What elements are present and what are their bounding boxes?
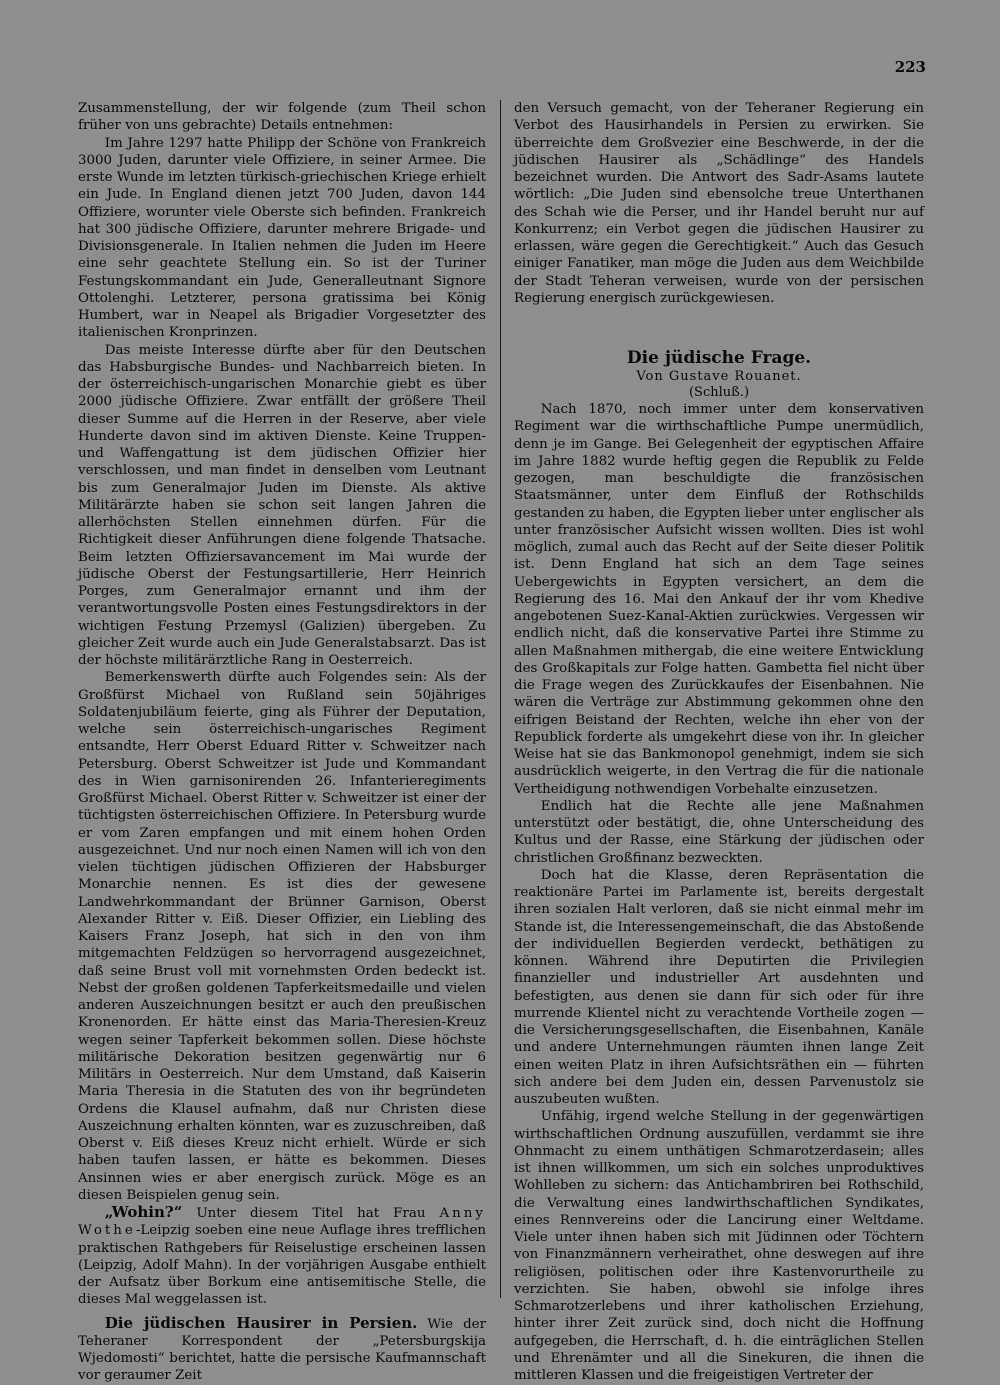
left-paragraph-1: Zusammenstellung, der wir folgende (zum Theil schon früher von uns gebrachte) Details entnehmen: <box>78 101 486 134</box>
left-paragraph-wohin <box>78 1204 486 1309</box>
right-column <box>514 100 924 1384</box>
page-number: 223 <box>894 58 926 76</box>
wohin-intro: Unter diesem Titel hat Frau <box>182 1206 440 1221</box>
hausirer-body: Wie der Teheraner Korrespondent der „Petersburgskija Wjedomosti“ berichtet, hatte die persische Kaufmannschaft vor geraumer Zeit <box>78 1316 486 1384</box>
right-paragraph-1: den Versuch gemacht, von der Teheraner Regierung ein Verbot des Hausirhandels in Persien zu erwirken. Sie überreichte dem Großvezier eine Beschwerde, in der die jüdischen Hausirer als „Schädlinge“ des Handels bezeichnet wurden. Die Antwort des Sadr-Asams lautete wörtlich: „Die Juden sind ebensolche treue Unterthanen des Schah wie die Perser, und ihr Handel beruht nur auf Konkurrenz; ein Verbot gegen die jüdischen Hausirer zu erlassen, wäre gegen die Gerechtigkeit.“ Auch das Gesuch einiger Fanatiker, man möge die Juden aus dem Weichbilde der Stadt Teheran verweisen, wurde von der persischen Regierung energisch zurückgewiesen. <box>514 101 924 306</box>
right-paragraph-4: Doch hat die Klasse, deren Repräsentation die reaktionäre Partei im Parlamente ist, bereits dergestalt ihren sozialen Halt verloren, daß sie nicht einmal mehr im Stande ist, die Interessengemeinschaft, die das Abstoßende der individuellen Begierden verdeckt, bethätigen zu können. Während ihre Deputirten die Privilegien finanzieller und industrieller Art ausdehnten und befestigten, aus denen sie dann für sich oder für ihre murrende Klientel nicht zu verachtende Vortheile zogen — die Versicherungsgesellschaften, die Eisenbahnen, Kanäle und andere Unternehmungen räumten ihnen lange Zeit einen weiten Platz in ihren Aufsichtsräthen ein — führten sich andere bei dem Juden ein, dessen Parvenustolz sie auszubeuten wußten. <box>514 867 924 1107</box>
wohin-body: -Leipzig soeben eine neue Auflage ihres trefflichen praktischen Rathgebers für Reiselustige erscheinen lassen (Leipzig, Adolf Mahn). In der vorjährigen Ausgabe enthielt der Aufsatz über Borkum eine antisemitische Stelle, die dieses Mal weggelassen ist. <box>78 1223 486 1308</box>
article-heading: Die jüdische Frage. <box>626 348 812 368</box>
column-divider <box>500 100 501 1298</box>
article-byline: Von Gustave Rouanet. <box>636 369 802 384</box>
article-continuation-note: (Schluß.) <box>688 385 750 400</box>
left-paragraph-3: Das meiste Interesse dürfte aber für den Deutschen das Habsburgische Bundes- und Nachbarreich bieten. In der österreichisch-ungarischen Monarchie giebt es über 2000 jüdische Offiziere. Zwar entfällt der größere Theil dieser Summe auf die Herren in der Reserve, aber viele Hunderte davon sind im aktiven Dienste. Keine Truppen- und Waffengattung ist dem jüdischen Offizier hier verschlossen, und man findet in denselben vom Leutnant bis zum Generalmajor Juden im Dienste. Als aktive Militärärzte haben sie schon seit langen Jahren die allerhöchsten Stellen einnehmen dürfen. Für die Richtigkeit dieser Anführungen diene folgende Thatsache. Beim letzten Offiziersavancement im Mai wurde der jüdische Oberst der Festungsartillerie, Herr Heinrich Porges, zum Generalmajor ernannt und ihm der verantwortungsvolle Posten eines Festungsdirektors in der wichtigen Festung Przemysl (Galizien) übergeben. Zu gleicher Zeit wurde auch ein Jude Generalstabsarzt. Das ist der höchste militärärztliche Rang in Oesterreich. <box>78 342 486 668</box>
right-paragraph-2: Nach 1870, noch immer unter dem konservativen Regiment war die wirthschaftliche Pumpe unermüdlich, denn je im Gange. Bei Gelegenheit der egyptischen Affaire im Jahre 1882 wurde heftig gegen die Republik zu Felde gezogen, man beschuldigte die französischen Staatsmänner, unter dem Einfluß der Rothschilds gestanden zu haben, die Egypten lieber unter englischer als unter französischer Aufsicht wissen wollten. Dies ist wohl möglich, zumal auch das Recht auf der Seite dieser Politik ist. Denn England hat sich an dem Tage seines Uebergewichts in Egypten versichert, an dem die Regierung des 16. Mai den Ankauf der ihr vom Khedive angebotenen Suez-Kanal-Aktien zurückwies. Vergessen wir endlich nicht, daß die konservative Partei ihre Stimme zu allen Maßnahmen mithergab, die eine weitere Entwicklung des Großkapitals zur Folge hatten. Gambetta fiel nicht über die Frage wegen des Zurückkaufes der Eisenbahnen. Nie wären die Verträge zur Abstimmung gekommen ohne den eifrigen Beistand der Rechten, welche ihn eher von der Republick forderte als umgekehrt diese von ihr. In gleicher Weise hat sie das Bankmonopol genehmigt, indem sie sich ausdrücklich weigerte, in den Vertrag die für die nationale Vertheidigung nothwendigen Vorbehalte einzusetzen. <box>514 402 924 797</box>
wohin-title: „Wohin?“ <box>104 1203 183 1221</box>
left-column <box>78 100 486 1385</box>
wohin-author: Anny Wothe <box>78 1206 486 1239</box>
left-paragraph-hausirer <box>78 1315 486 1385</box>
left-paragraph-4: Bemerkenswerth dürfte auch Folgendes sein: Als der Großfürst Michael von Rußland sein 50jähriges Soldatenjubiläum feierte, ging als Führer der Deputation, welche sein österreichisch-ungarisches Regiment entsandte, Herr Oberst Eduard Ritter v. Schweitzer nach Petersburg. Oberst Schweitzer ist Jude und Kommandant des in Wien garnisonirenden 26. Infanterieregiments Großfürst Michael. Oberst Ritter v. Schweitzer ist einer der tüchtigsten österreichischen Offiziere. In Petersburg wurde er vom Zaren empfangen und mit einem hohen Orden ausgezeichnet. Und nur noch einen Namen will ich von den vielen tüchtigen jüdischen Offizieren der Habsburger Monarchie nennen. Es ist dies der gewesene Landwehrkommandant der Brünner Garnison, Oberst Alexander Ritter v. Eiß. Dieser Offizier, ein Liebling des Kaisers Franz Joseph, hat sich in den von ihm mitgemachten Feldzügen so hervorragend ausgezeichnet, daß seine Brust voll mit vornehmsten Orden bedeckt ist. Nebst der großen goldenen Tapferkeitsmedaille und vielen anderen Auszeichnungen besitzt er auch den preußischen Kronenorden. Er hätte einst das Maria-Theresien-Kreuz wegen seiner Tapferkeit bekommen sollen. Diese höchste militärische Dekoration besitzen gegenwärtig nur 6 Militärs in Oesterreich. Nur dem Umstand, daß Kaiserin Maria Theresia in die Statuten des von ihr begründeten Ordens die Klausel aufnahm, daß nur Christen diese Auszeichnung erhalten könnten, war es zuzuschreiben, daß Oberst v. Eiß dieses Kreuz nicht erhielt. Würde er sich haben taufen lassen, er hätte es bekommen. Dieses Ansinnen wies er aber energisch zurück. Möge es an diesen Beispielen genug sein. <box>78 670 486 1203</box>
right-paragraph-3: Endlich hat die Rechte alle jene Maßnahmen unterstützt oder bestätigt, die, ohne Unterscheidung des Kultus und der Rasse, eine Stärkung der jüdischen oder christlichen Großfinanz bezweckten. <box>514 798 924 866</box>
hausirer-title: Die jüdischen Hausirer in Persien. <box>104 1313 418 1332</box>
left-paragraph-2: Im Jahre 1297 hatte Philipp der Schöne von Frankreich 3000 Juden, darunter viele Offiziere, in seiner Armee. Die erste Wunde im letzten türkisch-griechischen Kriege erhielt ein Jude. In England dienen jetzt 700 Juden, davon 144 Offiziere, worunter viele Oberste sich befinden. Frankreich hat 300 jüdische Offiziere, darunter mehrere Brigade- und Divisionsgenerale. In Italien nehmen die Juden im Heere eine sehr geachtete Stellung ein. So ist der Turiner Festungskommandant ein Jude, Generalleutnant Signore Ottolenghi. Letzterer, persona gratissima bei König Humbert, war in Neapel als Brigadier Vorgesetzter des italienischen Kronprinzen. <box>78 135 486 341</box>
right-paragraph-5: Unfähig, irgend welche Stellung in der gegenwärtigen wirthschaftlichen Ordnung auszufüllen, verdammt sie ihre Ohnmacht zu einem unthätigen Schmarotzerdasein; alles ist ihnen willkommen, um sich ein solches unproduktives Wohlleben zu sichern: das Antichambriren bei Rothschild, die Verwaltung eines landwirthschaftlichen Syndikates, eines Rennvereins oder die Lancirung einer Weltdame. Viele unter ihnen haben sich mit Jüdinnen oder Töchtern von Finanzmännern verheirathet, ohne deswegen auf ihre religiösen, politischen oder ihre Kastenvorurtheile zu verzichten. Sie haben, obwohl sie infolge ihres Schmarotzerlebens und ihrer katholischen Erziehung, hinter ihrer Zeit zurück sind, doch nicht die Hoffnung aufgegeben, die Herrschaft, d. h. die einträglichen Stellen und Ehrenämter und all die Sinekuren, die ihnen die mittleren Klassen und die freigeistigen Vertreter der <box>514 1109 924 1383</box>
